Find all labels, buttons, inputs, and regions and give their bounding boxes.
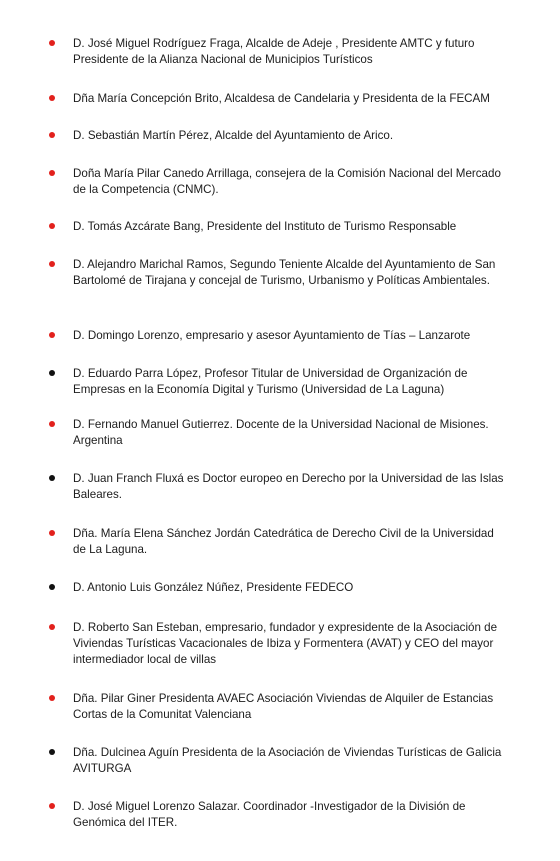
bullet-icon [49, 530, 55, 536]
list-item-text: D. Tomás Azcárate Bang, Presidente del Instituto de Turismo Responsable [73, 220, 457, 233]
list-item-text: Dña. Pilar Giner Presidenta AVAEC Asociación Viviendas de Alquiler de Estancias Cortas de la Comunitat Valenciana [73, 692, 494, 721]
list-item-text: D. Roberto San Esteban, empresario, fundador y expresidente de la Asociación de Viviendas Turísticas Vacacionales de Ibiza y Formentera (AVAT) y CEO del mayor intermediador local de villas [73, 621, 498, 666]
bullet-icon [49, 584, 55, 590]
list-item-text: D. José Miguel Rodríguez Fraga, Alcalde de Adeje , Presidente AMTC y futuro Presidente de la Alianza Nacional de Municipios Turísticos [73, 37, 475, 66]
bullet-icon [49, 223, 55, 229]
bullet-icon [49, 261, 55, 267]
bullet-icon [49, 421, 55, 427]
list-item-text: Dña. Dulcinea Aguín Presidenta de la Asociación de Viviendas Turísticas de Galicia AVITURGA [73, 746, 502, 775]
bullet-icon [49, 40, 55, 46]
bullet-icon [49, 803, 55, 809]
list-item-text: D. Eduardo Parra López, Profesor Titular de Universidad de Organización de Empresas en la Economía Digital y Turismo (Universidad de La Laguna) [73, 367, 468, 396]
bullet-icon [49, 332, 55, 338]
list-item-text: Dña María Concepción Brito, Alcaldesa de Candelaria y Presidenta de la FECAM [73, 92, 490, 105]
list-item-text: D. Juan Franch Fluxá es Doctor europeo en Derecho por la Universidad de las Islas Baleares. [73, 472, 504, 501]
list-item-text: D. Sebastián Martín Pérez, Alcalde del Ayuntamiento de Arico. [73, 129, 394, 142]
bullet-icon [49, 95, 55, 101]
list-item-text: Doña María Pilar Canedo Arrillaga, consejera de la Comisión Nacional del Mercado de la Competencia (CNMC). [73, 167, 501, 196]
bullet-icon [49, 624, 55, 630]
list-item-text: D. Antonio Luis González Núñez, Presidente FEDECO [73, 581, 354, 594]
list-item-text: D. Alejandro Marichal Ramos, Segundo Teniente Alcalde del Ayuntamiento de San Bartolomé de Tirajana y concejal de Turismo, Urbanismo y Políticas Ambientales. [73, 258, 496, 287]
bullet-icon [49, 132, 55, 138]
bullet-icon [49, 170, 55, 176]
list-item-text: D. Fernando Manuel Gutierrez. Docente de la Universidad Nacional de Misiones. Argentina [73, 418, 489, 447]
list-item-text: D. José Miguel Lorenzo Salazar. Coordinador -Investigador de la División de Genómica del ITER. [73, 800, 466, 829]
bullet-icon [49, 749, 55, 755]
bullet-icon [49, 695, 55, 701]
bullet-icon [49, 475, 55, 481]
bullet-icon [49, 370, 55, 376]
list-item-text: D. Domingo Lorenzo, empresario y asesor Ayuntamiento de Tías – Lanzarote [73, 329, 471, 342]
list-item-text: Dña. María Elena Sánchez Jordán Catedrática de Derecho Civil de la Universidad de La Laguna. [73, 527, 494, 556]
